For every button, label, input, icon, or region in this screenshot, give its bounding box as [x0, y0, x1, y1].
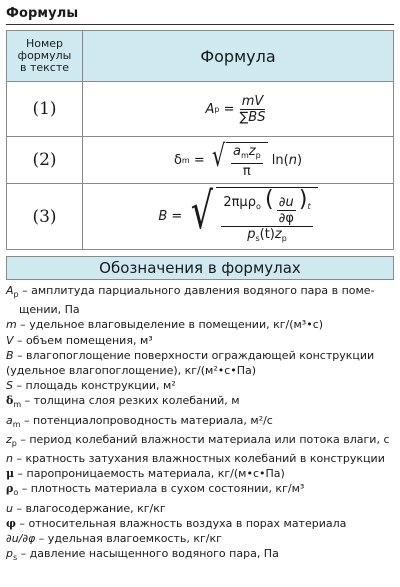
legend-symbol-sub: s: [12, 553, 18, 563]
table-row: [7, 184, 394, 250]
legend-symbol-sub: p: [11, 438, 17, 448]
list-item: [6, 451, 396, 466]
legend-text: – влагопоглощение поверхности ограждающей конструкции: [13, 348, 375, 362]
legend-text: – паропроницаемость материала, кг/(м•с•Па): [14, 467, 285, 481]
list-item: [6, 516, 396, 531]
legend-text: – относительная влажность воздуха в порах материала: [15, 516, 347, 530]
legend-text: – кратность затухания влажностных колебаний в конструкции: [12, 452, 385, 466]
list-item: [6, 348, 396, 363]
table-header-row: [7, 31, 394, 82]
legend-symbol: a: [6, 413, 13, 427]
legend-text: – удельная влагоемкость, кг/кг: [35, 532, 222, 546]
formula-3: B = √ 2πμρ$_o$ ( $\frac{\partial u}{\partial\varphi}$ )$_t$ $p_s(t)z_p$: [83, 184, 394, 250]
legend-text: – площадь конструкции, м²: [12, 379, 176, 393]
list-item: [6, 466, 396, 481]
legend-symbol: m: [6, 318, 17, 332]
legend-symbol: μ: [6, 467, 15, 481]
legend-symbol: ρ: [6, 482, 14, 496]
legend-text: – влагосодержание, кг/кг: [12, 501, 166, 515]
list-item: [6, 302, 396, 317]
list-item: [6, 546, 396, 565]
legend-symbol-sub: m: [12, 419, 21, 429]
legend-list: [6, 283, 396, 565]
formula-1: A р = $\frac{mV}{\sum BS}$: [83, 82, 394, 137]
formula-number: (2): [7, 137, 83, 184]
legend-symbol: u: [6, 501, 13, 515]
formula-number: (3): [7, 184, 83, 250]
list-item: [6, 481, 396, 500]
legend-symbol-sub: o: [13, 488, 19, 498]
list-item: [6, 363, 396, 378]
formula-2: δ m = √ $\frac{a_mz_p}{\pi}$ ln( n ): [83, 137, 394, 184]
col-header-number: [7, 31, 83, 82]
legend-title: Обозначения в формулах: [6, 256, 394, 280]
legend-text: – давление насыщенного водяного пара, Па: [17, 547, 279, 561]
legend-symbol-sub: m: [13, 400, 22, 410]
formula-table: [6, 30, 394, 250]
legend-symbol-sub: р: [13, 290, 19, 299]
list-item: [6, 393, 396, 412]
title-divider: [6, 24, 394, 25]
list-item: [6, 501, 396, 516]
page-title: Формулы: [6, 6, 79, 21]
col-header-number-line2: формулы: [17, 49, 72, 62]
formula-number: (1): [7, 82, 83, 137]
list-item: [6, 333, 396, 348]
legend-symbol: B: [6, 348, 14, 362]
legend-symbol: δ: [6, 394, 14, 408]
legend-text: – толщина слоя резких колебаний, м: [21, 394, 240, 408]
legend-text: (удельное влагопоглощение), кг/(м²•с•Па): [6, 364, 257, 378]
legend-text: – потенциалопроводность материала, м²/с: [20, 413, 273, 427]
legend-text: – удельное влаговыделение в помещении, кг/(м³•с): [16, 318, 324, 332]
col-header-number-line3: в тексте: [19, 61, 70, 74]
legend-text: – период колебаний влажности материала или потока влаги, с: [16, 432, 390, 446]
legend-symbol: φ: [6, 516, 16, 530]
table-row: [7, 82, 394, 137]
legend-text: – плотность материала в сухом состоянии, кг/м³: [18, 482, 305, 496]
legend-symbol: z: [6, 432, 12, 446]
legend-symbol: S: [6, 379, 13, 393]
table-row: [7, 137, 394, 184]
col-header-formula: Формула: [83, 31, 394, 82]
list-item: [6, 531, 396, 546]
legend-symbol: n: [6, 452, 13, 466]
legend-text: – амплитуда парциального давления водяного пара в поме-: [18, 284, 375, 297]
col-header-number-line1: Номер: [25, 37, 64, 50]
list-item: [6, 378, 396, 393]
legend-symbol: A: [6, 284, 14, 297]
list-item: [6, 432, 396, 451]
list-item: [6, 317, 396, 332]
list-item: [6, 413, 396, 432]
legend-text: щении, Па: [19, 303, 80, 317]
legend-symbol: p: [6, 547, 13, 561]
legend-symbol: V: [6, 333, 14, 347]
legend-text: – объем помещения, м³: [13, 333, 153, 347]
list-item: [6, 283, 396, 302]
legend-symbol: ∂u/∂φ: [6, 532, 36, 546]
